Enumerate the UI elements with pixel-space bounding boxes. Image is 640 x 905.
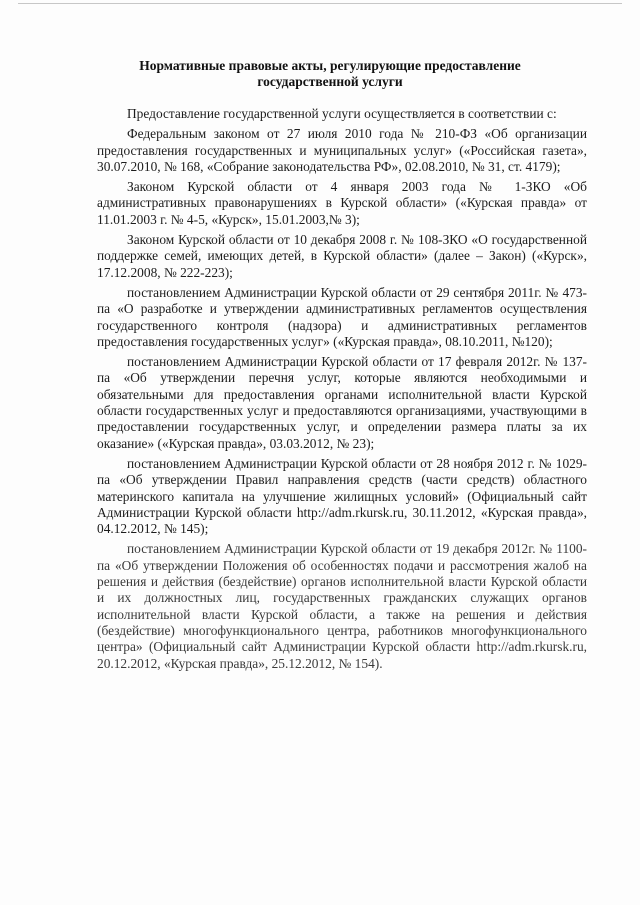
document-title [110, 58, 550, 90]
title-line-1: Нормативные правовые акты, регулирующие предоставление [139, 58, 521, 73]
decree-paragraph-473pa: постановлением Администрации Курской области от 29 сентября 2011г. № 473-па «О разработке и утверждении административных регламентов осуществления государственного контроля (надзора) и административных регламентов предоставления государственных услуг» («Курская правда», 08.10.2011, №120); [97, 284, 587, 349]
document-body [97, 106, 587, 672]
law-paragraph-108zko: Законом Курской области от 10 декабря 2008 г. № 108-ЗКО «О государственной поддержке семей, имеющих детей, в Курской области» (далее – Закон) («Курск», 17.12.2008, № 222-223); [97, 232, 587, 280]
decree-paragraph-137pa: постановлением Администрации Курской области от 17 февраля 2012г. № 137-па «Об утверждении перечня услуг, которые являются необходимыми и обязательными для предоставления органами исполнительной власти Курской области государственных услуг и предоставляются организациями, участвующими в предоставлении государственных услуг, и определении размера платы за их оказание» («Курская правда», 03.03.2012, № 23); [97, 354, 587, 451]
decree-paragraph-1029pa: постановлением Администрации Курской области от 28 ноября 2012 г. № 1029-па «Об утверждении Правил направления средств (части средств) областного материнского капитала на улучшение жилищных условий» (Официальный сайт Администрации Курской области http://adm.rkursk.ru, 30.11.2012, «Курская правда», 04.12.2012, № 145); [97, 455, 587, 537]
law-paragraph-210fz: Федеральным законом от 27 июля 2010 года № 210-ФЗ «Об организации предоставления государственных и муниципальных услуг» («Российская газета», 30.07.2010, № 168, «Собрание законодательства РФ», 02.08.2010, № 31, ст. 4179); [97, 126, 587, 174]
law-paragraph-1zko: Законом Курской области от 4 января 2003 года № 1-ЗКО «Об административных правонарушениях в Курской области» («Курская правда» от 11.01.2003 г. № 4-5, «Курск», 15.01.2003,№ 3); [97, 179, 587, 227]
title-line-2: государственной услуги [257, 74, 403, 89]
decree-paragraph-1100pa: постановлением Администрации Курской области от 19 декабря 2012г. № 1100-па «Об утверждении Положения об особенностях подачи и рассмотрения жалоб на решения и действия (бездействие) органов исполнительной власти Курской области и их должностных лиц, государственных гражданских служащих органов исполнительной власти Курской области, а также на решения и действия (бездействие) многофункционального центра, работников многофункционального центра» (Официальный сайт Администрации Курской области http://adm.rkursk.ru, 20.12.2012, «Курская правда», 25.12.2012, № 154). [97, 541, 587, 671]
intro-paragraph: Предоставление государственной услуги осуществляется в соответствии с: [127, 106, 557, 121]
scan-edge-line [18, 3, 622, 4]
